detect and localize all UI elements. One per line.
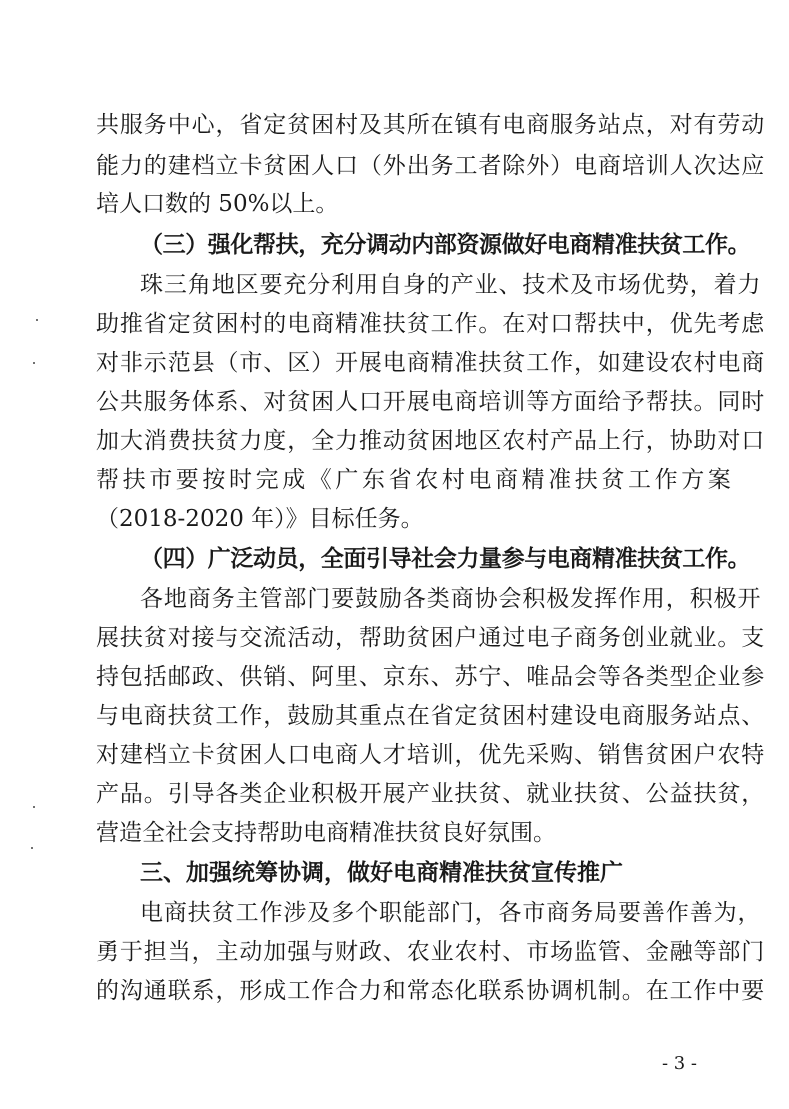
paragraph-line: 营造全社会支持帮助电商精准扶贫良好氛围。 <box>96 820 556 846</box>
paragraph-line: 与电商扶贫工作，鼓励其重点在省定贫困村建设电商服务站点、 <box>96 703 766 729</box>
paragraph-line: 帮扶市要按时完成《广东省农村电商精准扶贫工作方案 <box>96 467 735 493</box>
scan-speck <box>36 319 38 321</box>
scan-speck <box>33 806 35 808</box>
chapter-heading-3: 三、加强统筹协调，做好电商精准扶贫宣传推广 <box>140 859 623 886</box>
paragraph-line: 对建档立卡贫困人口电商人才培训，优先采购、销售贫困户农特 <box>96 742 766 768</box>
paragraph-line: 珠三角地区要充分利用自身的产业、技术及市场优势，着力 <box>140 272 762 298</box>
paragraph-line: 各地商务主管部门要鼓励各类商协会积极发挥作用，积极开 <box>140 586 762 612</box>
paragraph-line: 展扶贫对接与交流活动，帮助贫困户通过电子商务创业就业。支 <box>96 625 766 651</box>
paragraph-line: 持包括邮政、供销、阿里、京东、苏宁、唯品会等各类型企业参 <box>96 664 766 690</box>
page-number: - 3 - <box>661 1053 697 1074</box>
paragraph-line: 对非示范县（市、区）开展电商精准扶贫工作，如建设农村电商 <box>96 350 766 376</box>
paragraph-line: 助推省定贫困村的电商精准扶贫工作。在对口帮扶中，优先考虑 <box>96 311 766 337</box>
scan-speck <box>33 362 35 364</box>
paragraph-line: 共服务中心，省定贫困村及其所在镇有电商服务站点，对有劳动 <box>96 112 766 138</box>
section-heading-3: （三）强化帮扶，充分调动内部资源做好电商精准扶贫工作。 <box>140 231 751 258</box>
paragraph-line: 培人口数的 50%以上。 <box>96 191 339 217</box>
paragraph-line: 加大消费扶贫力度，全力推动贫困地区农村产品上行，协助对口 <box>96 428 766 454</box>
paragraph-line: 的沟通联系，形成工作合力和常态化联系协调机制。在工作中要 <box>96 978 766 1004</box>
paragraph-line: 能力的建档立卡贫困人口（外出务工者除外）电商培训人次达应 <box>96 153 766 179</box>
section-heading-4: （四）广泛动员，全面引导社会力量参与电商精准扶贫工作。 <box>140 545 751 572</box>
scan-speck <box>31 847 33 849</box>
paragraph-line: （2018-2020 年）》目标任务。 <box>96 506 424 532</box>
paragraph-line: 公共服务体系、对贫困人口开展电商培训等方面给予帮扶。同时 <box>96 389 766 415</box>
paragraph-line: 电商扶贫工作涉及多个职能部门，各市商务局要善作善为， <box>140 900 762 926</box>
paragraph-line: 产品。引导各类企业积极开展产业扶贫、就业扶贫、公益扶贫， <box>96 781 766 807</box>
paragraph-line: 勇于担当，主动加强与财政、农业农村、市场监管、金融等部门 <box>96 939 766 965</box>
